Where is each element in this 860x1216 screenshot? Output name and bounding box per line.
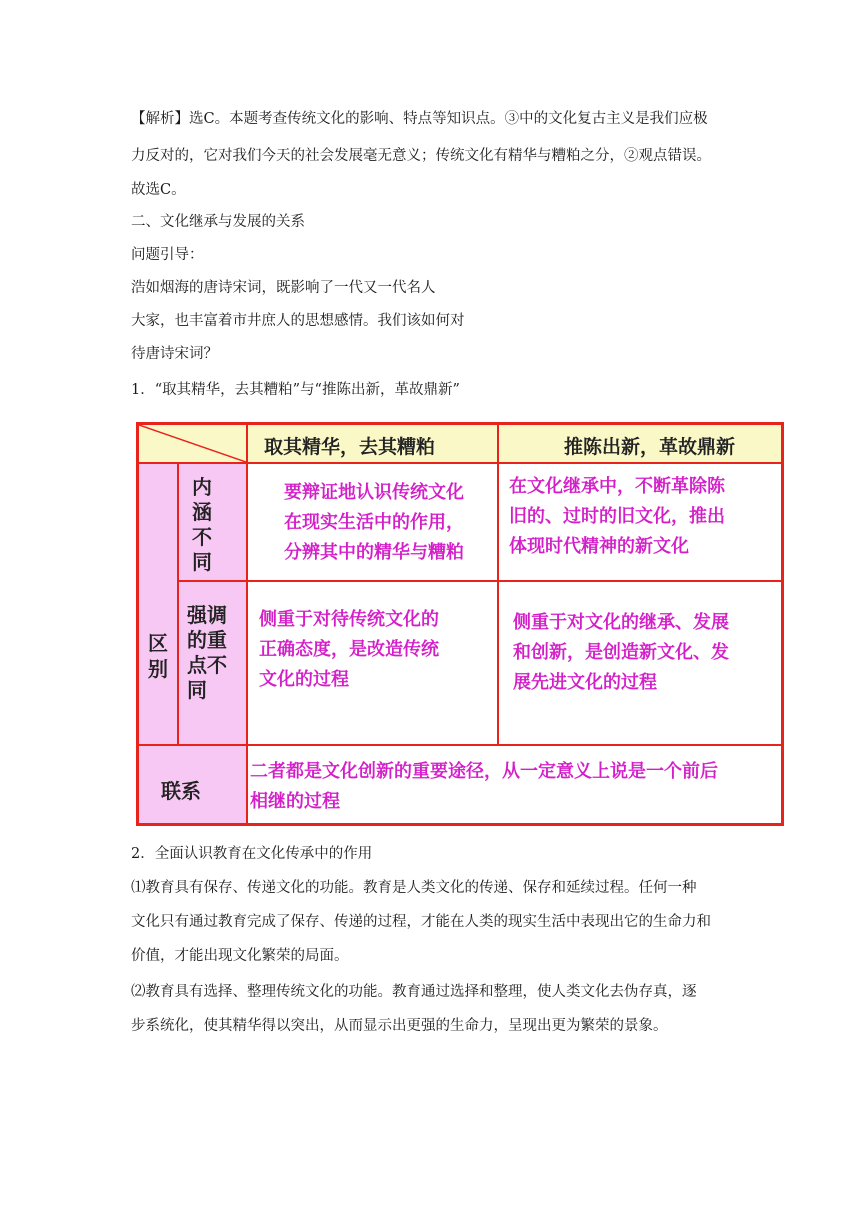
comparison-table: [136, 422, 784, 826]
cell-text-line: 分辨其中的精华与糟粕: [284, 542, 464, 563]
row-label-char: 同: [192, 550, 212, 574]
row-label-char: 强调: [187, 603, 227, 627]
cell-text-line: 侧重于对待传统文化的: [259, 609, 439, 630]
cell-text-line: 正确态度，是改造传统: [259, 639, 439, 660]
analysis-line-1: 【解析】选C。本题考查传统文化的影响、特点等知识点。③中的文化复古主义是我们应极: [131, 111, 708, 127]
grid-line: [246, 425, 248, 823]
education-para-1-line-1: ⑴教育具有保存、传递文化的功能。教育是人类文化的传递、保存和延续过程。任何一种: [131, 880, 697, 896]
group-label-char: 别: [148, 657, 168, 681]
row-label-char: 涵: [192, 500, 212, 524]
link-label: 联系: [161, 779, 201, 803]
education-para-2-line-2: 步系统化，使其精华得以突出，从而显示出更强的生命力，呈现出更为繁荣的景象。: [131, 1018, 668, 1034]
row-label-connotation: [190, 475, 214, 575]
row-label-char: 的重: [187, 628, 227, 652]
cell-text-line: 文化的过程: [259, 669, 349, 690]
grid-line: [177, 580, 781, 582]
diagonal-corner-cell: [139, 425, 246, 462]
section-heading: 二、文化继承与发展的关系: [131, 214, 305, 230]
cell-emphasis-essence: [259, 605, 439, 695]
cell-text-line: 体现时代精神的新文化: [509, 536, 689, 557]
cell-text-line: 侧重于对文化的继承、发展: [513, 612, 729, 633]
cell-connotation-innovate: [509, 472, 725, 562]
guide-text-1: 浩如烟海的唐诗宋词，既影响了一代又一代名人: [131, 280, 436, 296]
analysis-line-2: 力反对的，它对我们今天的社会发展毫无意义；传统文化有精华与糟粕之分，②观点错误。: [131, 148, 711, 164]
cell-text-line: 旧的、过时的旧文化，推出: [509, 506, 725, 527]
cell-text-line: 在文化继承中，不断革除陈: [509, 476, 725, 497]
education-para-1-line-3: 价值，才能出现文化繁荣的局面。: [131, 948, 349, 964]
education-para-1-line-2: 文化只有通过教育完成了保存、传递的过程，才能在人类的现实生活中表现出它的生命力和: [131, 914, 711, 930]
education-para-2-line-1: ⑵教育具有选择、整理传统文化的功能。教育通过选择和整理，使人类文化去伪存真，逐: [131, 984, 697, 1000]
grid-line: [139, 744, 781, 746]
guide-label: 问题引导：: [131, 247, 204, 263]
item-1-heading: 1．“取其精华，去其糟粕”与“推陈出新，革故鼎新”: [131, 382, 460, 398]
group-label-difference: [146, 630, 170, 682]
analysis-line-3: 故选C。: [131, 182, 186, 198]
cell-text-line: 二者都是文化创新的重要途径，从一定意义上说是一个前后: [250, 761, 718, 782]
cell-text-line: 在现实生活中的作用，: [284, 512, 464, 533]
row-label-char: 内: [192, 475, 212, 499]
cell-text-line: 相继的过程: [250, 791, 340, 812]
group-label-char: 区: [148, 631, 168, 655]
row-label-char: 不: [192, 525, 212, 549]
row-label-char: 点不: [187, 653, 227, 677]
grid-line: [497, 425, 499, 744]
cell-connotation-essence: [284, 478, 464, 568]
row-label-emphasis: [187, 603, 227, 703]
column-header-take-essence: 取其精华，去其糟粕: [264, 436, 436, 458]
column-header-innovate: 推陈出新，革故鼎新: [564, 436, 736, 458]
cell-emphasis-innovate: [513, 608, 729, 698]
item-2-heading: 2．全面认识教育在文化传承中的作用: [131, 846, 373, 862]
cell-link-text: [250, 757, 718, 817]
cell-text-line: 要辩证地认识传统文化: [284, 482, 464, 503]
guide-text-2: 大家，也丰富着市井庶人的思想感情。我们该如何对: [131, 313, 465, 329]
guide-text-3: 待唐诗宋词？: [131, 346, 218, 362]
grid-line: [177, 462, 179, 744]
cell-text-line: 展先进文化的过程: [513, 672, 657, 693]
row-label-char: 同: [187, 678, 207, 702]
grid-line: [139, 462, 781, 464]
cell-text-line: 和创新，是创造新文化、发: [513, 642, 729, 663]
